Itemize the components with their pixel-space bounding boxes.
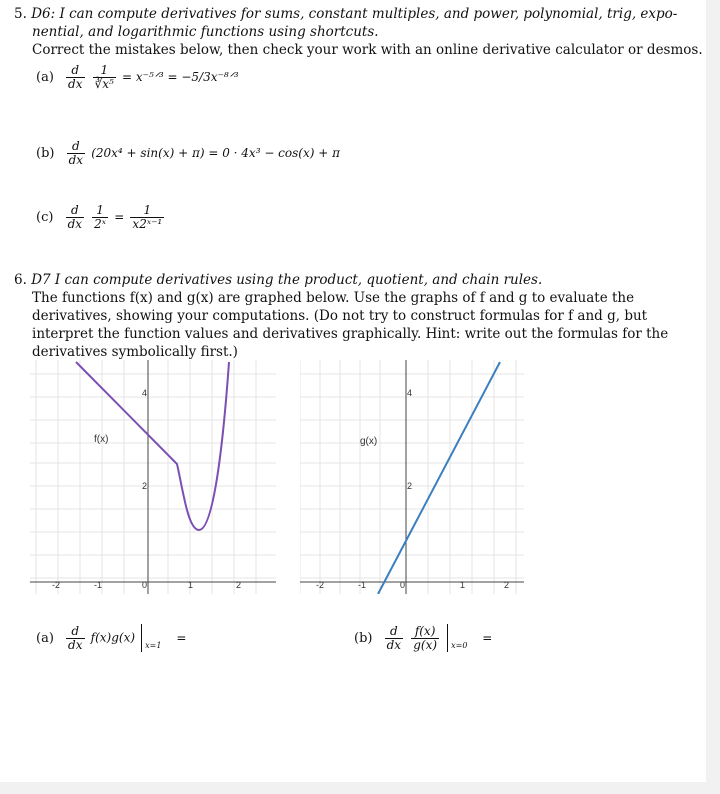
graph-f-ytick: 4: [142, 388, 148, 398]
problem-6b-equals: =: [482, 630, 493, 645]
evaluation-bar: x=1: [141, 624, 142, 652]
problem-5c-label: (c): [36, 210, 54, 225]
graph-g-xtick: -1: [358, 580, 367, 590]
problem-6-heading-text: D7 I can compute derivatives using the product, quotient, and chain rules.: [31, 272, 543, 288]
right-margin-strip: [706, 0, 720, 794]
evaluation-bar: x=0: [447, 624, 448, 652]
problem-5a: [36, 64, 239, 91]
graph-g-ytick: 4: [407, 388, 413, 398]
problem-6a: [36, 624, 186, 652]
graph-g-xtick: -2: [316, 580, 325, 590]
problem-6-body-line: derivatives symbolically first.): [32, 344, 238, 360]
problem-5a-rhs: = x⁻⁵ᐟ³ = −5/3x⁻⁸ᐟ³: [122, 70, 239, 84]
graph-g-xtick: 2: [504, 580, 510, 590]
problem-5c: [36, 204, 166, 231]
problem-5-heading-line1: [14, 5, 677, 23]
d-dx-operator: $\frac{d}{dx}$: [68, 63, 83, 91]
graph-g-xtick: 1: [460, 580, 466, 590]
problem-6-body-line: derivatives, showing your computations. (Do not try to construct formulas for f and g, but: [32, 308, 648, 324]
graph-g-label: g(x): [360, 436, 378, 447]
problem-5c-answer-fraction: $\frac{1}{\text{x2ˣ⁻¹}}$: [132, 203, 163, 231]
graph-g-ytick: 2: [407, 481, 413, 491]
graph-f-xtick: -1: [94, 580, 103, 590]
d-dx-operator: $\frac{d}{dx}$: [67, 203, 83, 231]
problem-5-heading-line2: nential, and logarithmic functions using shortcuts.: [32, 24, 379, 40]
problem-5-instructions: Correct the mistakes below, then check your work with an online derivative calculator or desmos.: [32, 42, 703, 58]
problem-6a-label: (a): [36, 630, 54, 646]
graph-f-ytick: 2: [142, 481, 148, 491]
d-dx-operator: $\frac{d}{dx}$: [68, 139, 84, 167]
problem-5b-label: (b): [36, 146, 55, 161]
problem-5-number: 5.: [14, 6, 27, 22]
problem-5b-expression: (20x⁴ + sin(x) + π) = 0 · 4x³ − cos(x) + π: [91, 146, 340, 160]
d-dx-operator: $\frac{d}{dx}$: [68, 623, 83, 652]
problem-6-number: 6.: [14, 272, 27, 288]
problem-6b-label: (b): [354, 630, 373, 646]
problem-6a-equals: =: [176, 630, 187, 645]
problem-5c-fraction: $\frac{1}{\text{2ˣ}}$: [94, 203, 107, 231]
graph-g: [300, 360, 524, 594]
graph-f-xtick: 1: [188, 580, 194, 590]
graph-f-xtick: 2: [236, 580, 242, 590]
problem-6-body-line: The functions f(x) and g(x) are graphed below. Use the graphs of f and g to evaluate the: [32, 290, 635, 306]
problem-6b-fraction: $\frac{f(x)}{g(x)}$: [413, 623, 438, 652]
graph-f-label: f(x): [94, 434, 109, 445]
graph-f-curve: [76, 362, 229, 530]
bottom-margin-strip: [0, 782, 720, 794]
graph-f-gridlines: [30, 360, 276, 594]
graph-f-xtick: 0: [142, 580, 148, 590]
graph-f-xtick: -2: [52, 580, 61, 590]
problem-6-body-line: interpret the function values and derivatives graphically. Hint: write out the formulas for the: [32, 326, 669, 342]
d-dx-operator: $\frac{d}{dx}$: [386, 623, 402, 652]
problem-5-heading: D6: I can compute derivatives for sums, constant multiples, and power, polynomial, trig, expo-: [31, 6, 678, 22]
problem-5a-label: (a): [36, 70, 54, 85]
problem-5b: [36, 140, 340, 167]
problem-5a-fraction: $\frac{1}{\text{∛x⁵}}$: [94, 63, 114, 91]
graph-f: [30, 360, 276, 594]
problem-6a-expression: f(x)g(x): [90, 630, 136, 645]
problem-6-heading: [14, 271, 542, 289]
problem-5c-equals: =: [114, 210, 125, 224]
problem-6b: [354, 624, 492, 652]
graph-g-xtick: 0: [400, 580, 406, 590]
